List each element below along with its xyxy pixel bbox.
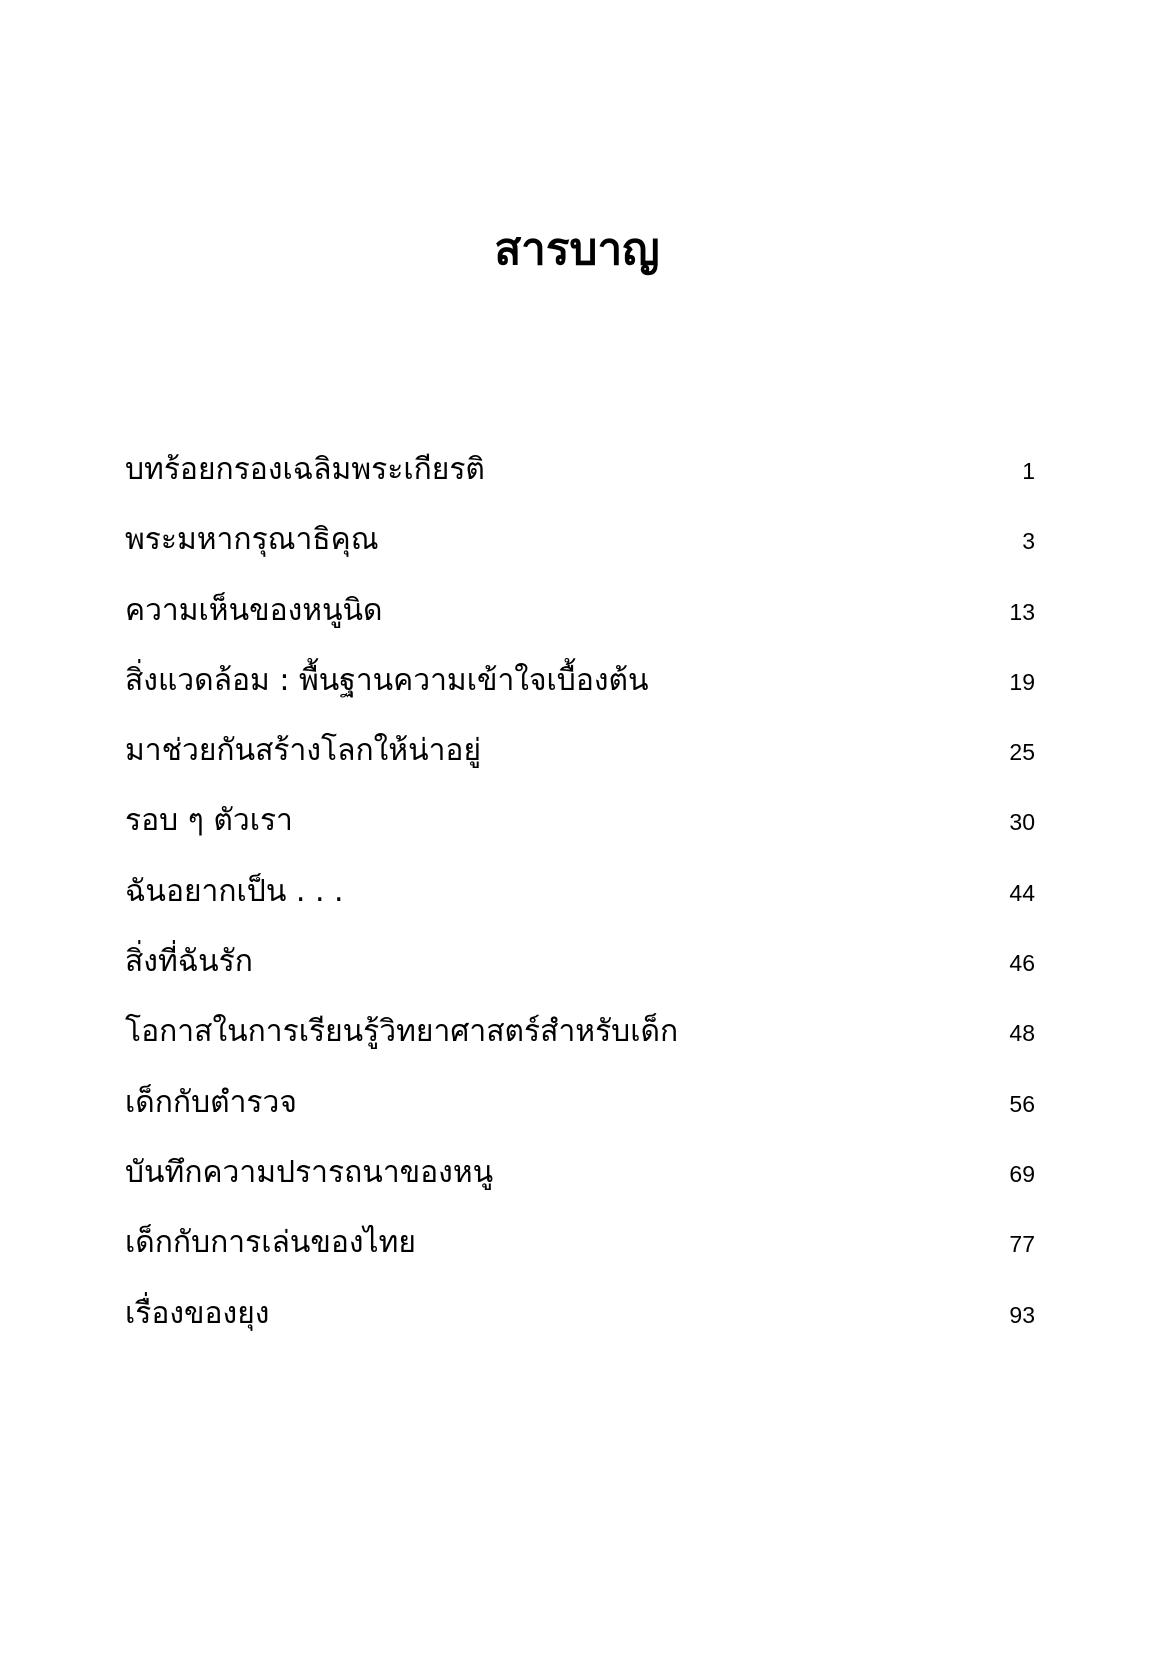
toc-entry [125,591,1035,661]
toc-entry-title: บทร้อยกรองเฉลิมพระเกียรติ [125,452,485,487]
toc-entry-title: สิ่งแวดล้อม : พื้นฐานความเข้าใจเบื้องต้น [125,662,649,698]
toc-entry-title: เรื่องของยุง [125,1295,270,1331]
toc-entry-title: บันทึกความปรารถนาของหนู [125,1154,494,1190]
toc-entry-page: 69 [1009,1160,1035,1187]
toc-entry-title: เด็กกับการเล่นของไทย [125,1225,416,1261]
toc-entry-page: 48 [1009,1020,1035,1047]
table-of-contents [125,450,1035,1364]
toc-entry-page: 19 [1009,668,1035,695]
toc-entry [125,1294,1035,1364]
toc-entry-title: รอบ ๆ ตัวเรา [125,803,293,839]
toc-entry-page: 77 [1009,1231,1035,1258]
toc-entry [125,731,1035,801]
toc-entry-title: โอกาสในการเรียนรู้วิทยาศาสตร์สำหรับเด็ก [125,1014,679,1050]
toc-entry-title: ฉันอยากเป็น . . . [125,873,344,909]
toc-entry [125,450,1035,520]
toc-entry-page: 44 [1009,879,1035,906]
toc-entry-title: มาช่วยกันสร้างโลกให้น่าอยู่ [125,733,482,769]
toc-entry-page: 25 [1009,739,1035,766]
toc-entry-page: 46 [1009,950,1035,977]
toc-entry [125,1012,1035,1082]
toc-entry [125,661,1035,731]
toc-entry [125,1223,1035,1293]
toc-entry-title: สิ่งที่ฉันรัก [125,944,253,980]
toc-entry-title: ความเห็นของหนูนิด [125,592,383,628]
toc-entry [125,1083,1035,1153]
toc-entry-page: 1 [1022,458,1035,484]
toc-entry-page: 30 [1009,809,1035,836]
page-title: สารบาญ [494,224,660,275]
toc-entry [125,942,1035,1012]
toc-entry-title: พระมหากรุณาธิคุณ [125,522,379,558]
toc-entry [125,1153,1035,1223]
toc-entry [125,872,1035,942]
toc-entry-page: 93 [1009,1301,1035,1328]
toc-entry-page: 56 [1009,1090,1035,1117]
toc-entry [125,520,1035,590]
toc-entry-title: เด็กกับตำรวจ [125,1084,297,1120]
toc-entry [125,801,1035,871]
toc-entry-page: 13 [1009,598,1035,625]
toc-entry-page: 3 [1022,528,1035,555]
